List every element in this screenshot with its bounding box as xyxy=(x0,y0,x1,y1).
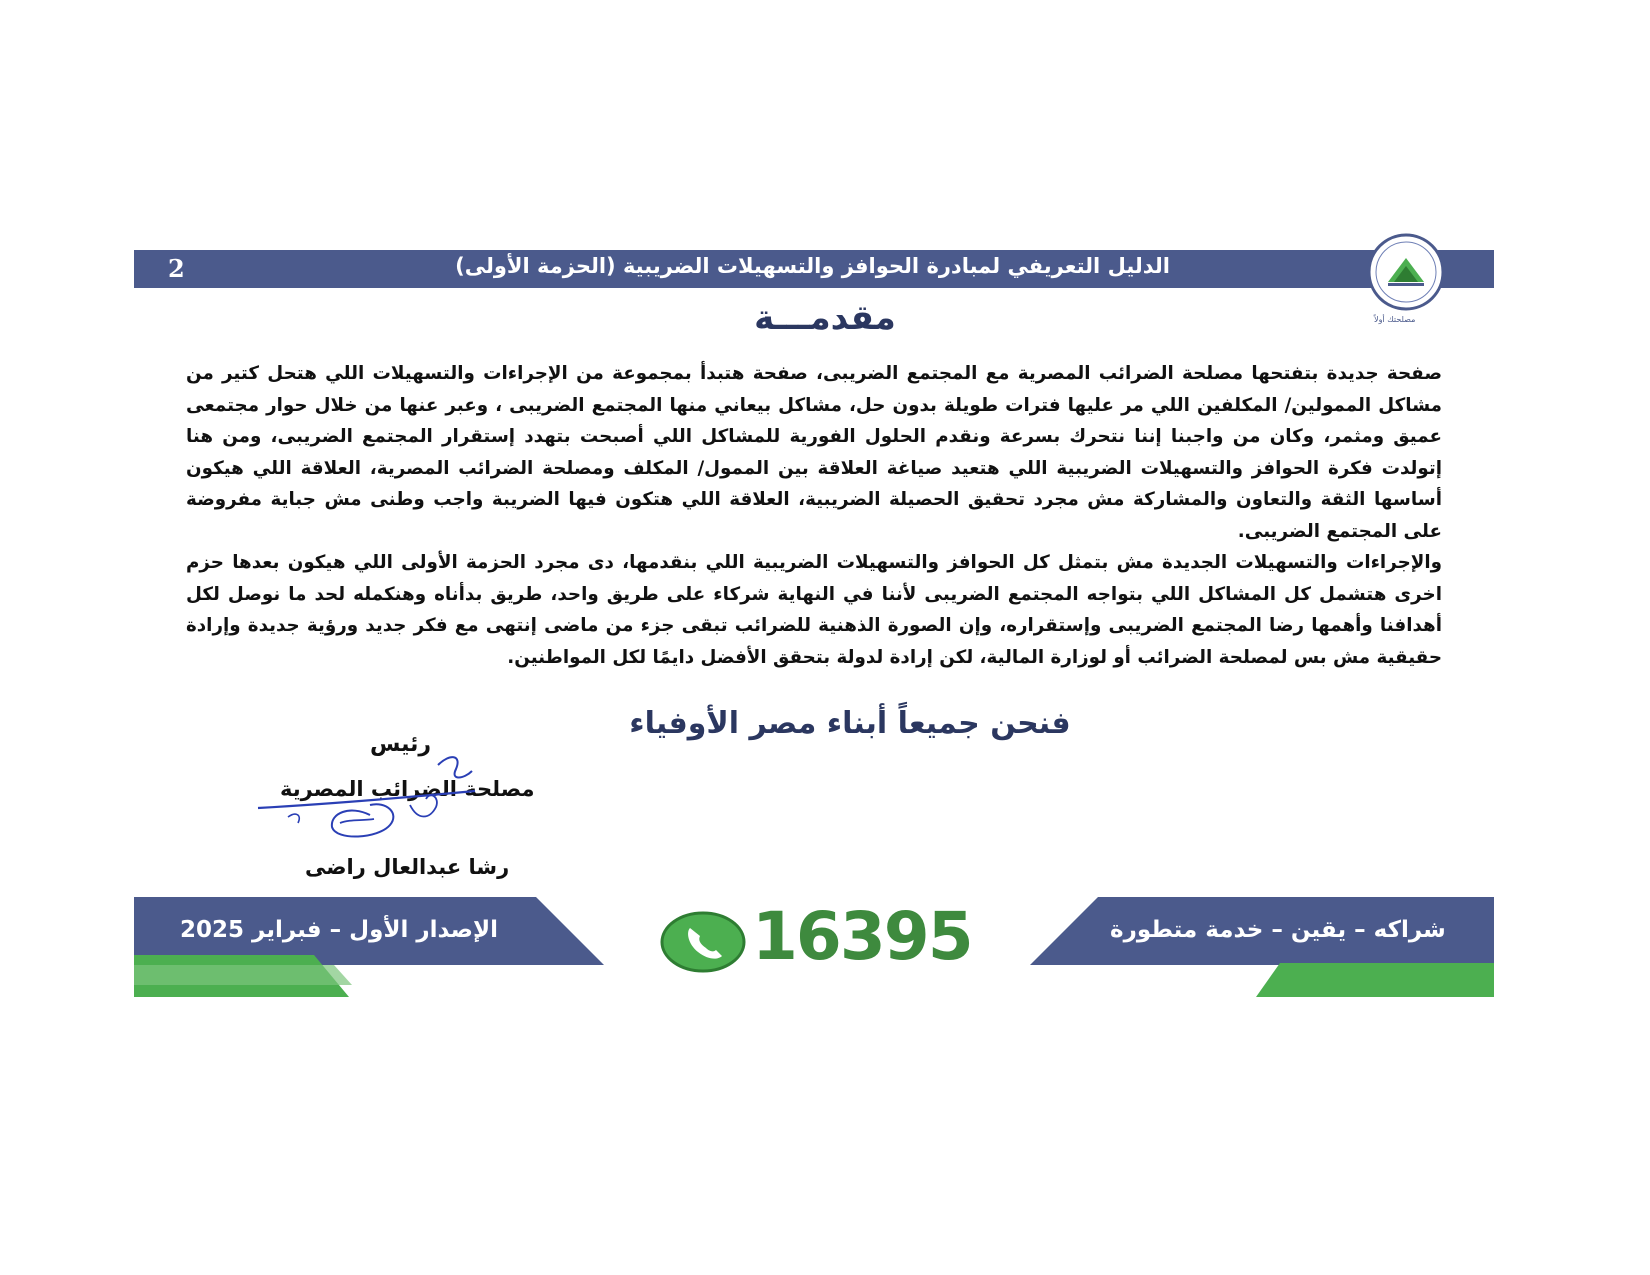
values-tagline: شراكه – يقين – خدمة متطورة xyxy=(1110,917,1446,943)
signatory-organization: مصلحة الضرائب المصرية xyxy=(280,777,535,801)
edition-label: الإصدار الأول – فبراير 2025 xyxy=(180,917,499,943)
footer-right-banner xyxy=(1030,897,1494,997)
logo-tagline: مصلحتك أولاً xyxy=(1374,315,1416,324)
signatory-title: رئيس xyxy=(370,732,432,757)
hotline-number: 16395 xyxy=(752,898,972,975)
handwritten-signature xyxy=(250,735,490,855)
page-number: 2 xyxy=(168,254,185,283)
phone-icon xyxy=(660,910,746,974)
intro-paragraph-2: والإجراءات والتسهيلات الجديدة مش بتمثل كل الحوافز والتسهيلات الضريبية اللي بنقدمها، دى مجرد الحزمة الأولى اللي هيكون بعدها حزم اخرى هتشمل كل المشاكل اللي بتواجه المجتمع الضريبى لأننا في النهاية شركاء على طريق واحد، طريق بدأناه وهنكمله لحد ما نوصل لكل أهدافنا وأهمها رضا المجتمع الضريبى وإستقراره، وإن الصورة الذهنية للضرائب تبقى جزء من ماضى إنتهى مع فكر جديد ورؤية جديدة وإرادة حقيقية مش بس لمصلحة الضرائب أو لوزارة المالية، لكن إرادة لدولة بتحقق الأفضل دايمًا لكل المواطنين. xyxy=(186,552,1442,668)
signatory-name: رشا عبدالعال راضى xyxy=(305,855,510,879)
footer-left-banner xyxy=(134,897,604,997)
closing-slogan: فنحن جميعاً أبناء مصر الأوفياء xyxy=(629,706,1071,741)
document-title: الدليل التعريفي لمبادرة الحوافز والتسهيلات الضريبية (الحزمة الأولى) xyxy=(455,254,1170,278)
intro-paragraph-1: صفحة جديدة بتفتحها مصلحة الضرائب المصرية مع المجتمع الضريبى، صفحة هتبدأ بمجموعة من الإجراءات والتسهيلات اللي هتحل كتير من مشاكل الممولين/ المكلفين اللي مر عليها فترات طويلة بدون حل، مشاكل بيعاني منها المجتمع الضريبى ، وعبر عنها من خلال حوار مجتمعى عميق ومثمر، وكان من واجبنا إننا نتحرك بسرعة ونقدم الحلول الفورية للمشاكل اللي أصبحت بتهدد إستقرار المجتمع الضريبى، ومن هنا إتولدت فكرة الحوافز والتسهيلات الضريبية اللي هتعيد صياغة العلاقة بين الممول/ المكلف ومصلحة الضرائب المصرية، العلاقة اللي هيكون أساسها الثقة والتعاون والمشاركة مش مجرد تحقيق الحصيلة الضريبية، العلاقة اللي هتكون فيها الضريبة واجب وطنى مش جباية مفروضة على المجتمع الضريبى. xyxy=(186,363,1442,542)
intro-heading: مقدمـــة xyxy=(754,298,896,338)
intro-body xyxy=(186,358,1442,673)
